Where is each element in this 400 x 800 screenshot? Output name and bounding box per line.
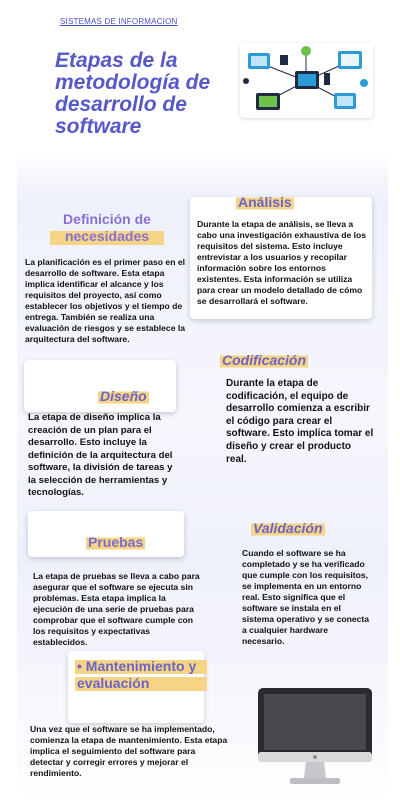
- maintenance-text: Una vez que el software se ha implementado, comienza la etapa de mantenimiento. Esta etapa implica el seguimiento del software para detectar y corregir errores y mejorar el rendimiento.: [30, 724, 228, 778]
- page-title: Etapas de la metodología de desarrollo de software: [55, 49, 211, 138]
- definition-heading: Definición de necesidades: [50, 211, 164, 245]
- analysis-text: Durante la etapa de análisis, se lleva a cabo una investigación exhaustiva de los requisitos del sistema. Esto incluye entrevistar a los usuarios y recopilar información sobre los entornos existentes. Esta información se utiliza para crear un modelo detallado de cómo se desarrollará el software.: [197, 219, 367, 306]
- tests-heading: Pruebas: [88, 534, 144, 550]
- design-heading: Diseño: [100, 388, 147, 404]
- definition-text: La planificación es el primer paso en el desarrollo de software. Esta etapa implica identificar el alcance y los requisitos del proyecto, así como establecer los objetivos y el tiempo de entrega. También se realiza una evaluación de riesgos y se establece la arquitectura del software.: [25, 257, 186, 344]
- validation-text: Cuando el software se ha completado y se ha verificado que cumple con los requisitos, se implementa en un entorno real. Esto significa que el software se instala en el sistema operativo y se conecta a cualquier hardware necesario.: [242, 548, 370, 646]
- coding-text: Durante la etapa de codificación, el equipo de desarrollo comienza a escribir el código para crear el software. Esto implica tomar el diseño y crear el producto real.: [226, 378, 374, 465]
- tests-text: La etapa de pruebas se lleva a cabo para asegurar que el software se ejecuta sin problemas. Esta etapa implica la ejecución de una serie de pruebas para comprobar que el software cumple con los requisitos y expectativas establecidos.: [33, 571, 200, 647]
- coding-heading: Codificación: [222, 352, 307, 368]
- analysis-heading: Análisis: [238, 194, 292, 210]
- maintenance-heading: • Mantenimiento y evaluación: [75, 658, 207, 692]
- network-devices-illustration: [240, 43, 373, 118]
- header-link[interactable]: SISTEMAS DE INFORMACION: [60, 17, 178, 26]
- validation-heading: Validación: [253, 520, 323, 536]
- design-text: La etapa de diseño implica la creación de un plan para el desarrollo. Esto incluye la definición de la arquitectura del software, la división de tareas y la selección de herramientas y tecnologías.: [28, 412, 173, 498]
- desktop-monitor-icon: [258, 688, 372, 793]
